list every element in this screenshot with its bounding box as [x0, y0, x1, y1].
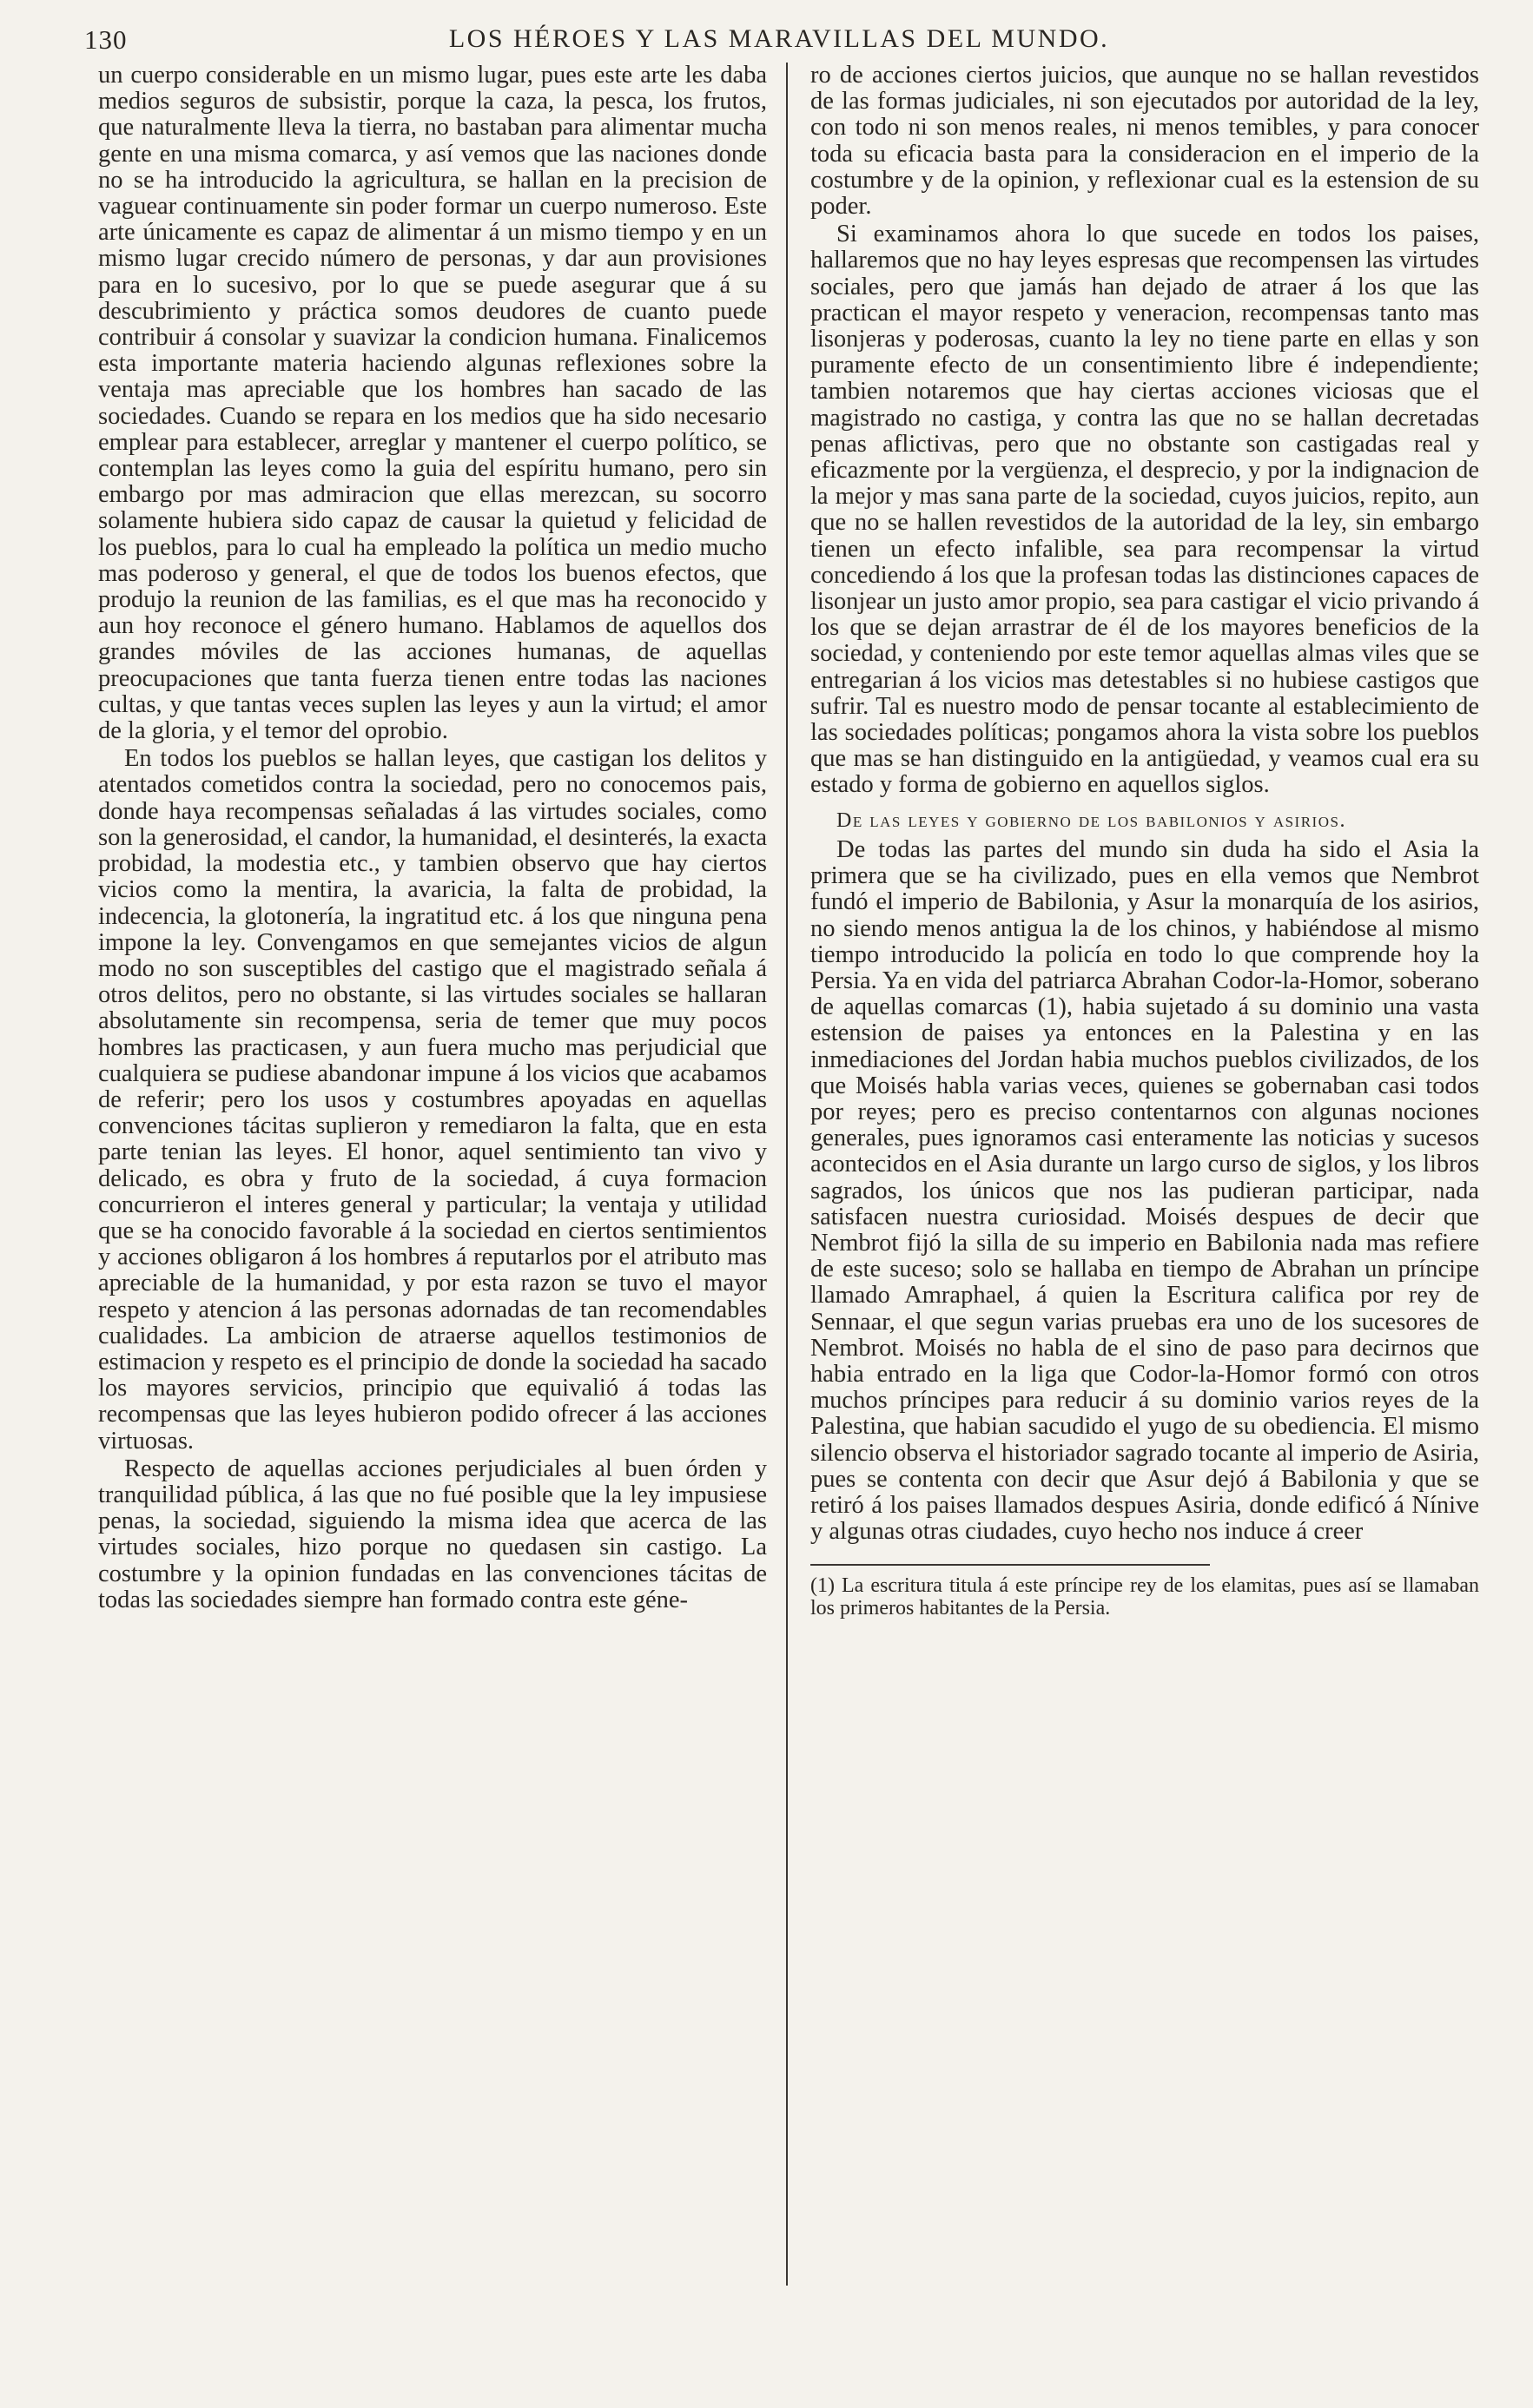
footnote: (1) La escritura titula á este príncipe rey de los elamitas, pues así se llamaban los primeros habitantes de la Persia.	[810, 1574, 1479, 1620]
paragraph: un cuerpo considerable en un mismo lugar, pues este arte les daba medios seguros de subsistir, porque la caza, la pesca, los frutos, que naturalmente lleva la tierra, no bastaban para alimentar mucha gente en una misma comarca, y así vemos que las naciones donde no se ha introducido la agricultura, se hallan en la precision de vaguear continuamente sin poder formar un cuerpo numeroso. Este arte únicamente es capaz de alimentar á un mismo tiempo y en un mismo lugar crecido número de personas, y dar aun provisiones para en lo sucesivo, por lo que se puede asegurar que á su descubrimiento y práctica somos deudores de cuanto puede contribuir á consolar y suavizar la condicion humana. Finalicemos esta importante materia haciendo algunas reflexiones sobre la ventaja mas apreciable que los hombres han sacado de las sociedades. Cuando se repara en los medios que ha sido necesario emplear para establecer, arreglar y mantener el cuerpo político, se contemplan las leyes como la guia del espíritu humano, pero sin embargo por mas admiracion que ellas merezcan, su socorro solamente hubiera sido capaz de causar la quietud y felicidad de los pueblos, para lo cual ha empleado la política un medio mucho mas poderoso y general, el que de todos los buenos efectos, que produjo la reunion de las familias, es el que mas ha reconocido y aun hoy reconoce el género humano. Hablamos de aquellos dos grandes móviles de las acciones humanas, de aquellas preocupaciones que tanta fuerza tienen entre todas las naciones cultas, y que tantas veces suplen las leyes y aun la virtud; el amor de la gloria, y el temor del oprobio.	[98, 62, 767, 745]
running-head: LOS HÉROES Y LAS MARAVILLAS DEL MUNDO.	[448, 24, 1110, 53]
paragraph: Respecto de aquellas acciones perjudiciales al buen órden y tranquilidad pública, á las que no fué posible que la ley impusiese penas, la sociedad, siguiendo la misma idea que acerca de las virtudes sociales, hizo porque no quedasen sin castigo. La costumbre y la opinion fundadas en las convenciones tácitas de todas las sociedades siempre han formado contra este géne-	[98, 1455, 767, 1613]
paragraph: ro de acciones ciertos juicios, que aunque no se hallan revestidos de las formas judiciales, ni son ejecutados por autoridad de la ley, con todo ni son menos reales, ni menos temibles, y para conocer toda su eficacia basta para la consideracion en el imperio de la costumbre y de la opinion, y reflexionar cual es la estension de su poder.	[810, 62, 1479, 221]
page-header	[84, 24, 1474, 59]
footnote-divider	[810, 1564, 1210, 1566]
paragraph: De todas las partes del mundo sin duda ha sido el Asia la primera que se ha civilizado, pues en ella vemos que Nembrot fundó el imperio de Babilonia, y Asur la monarquía de los asirios, no siendo menos antigua la de los chinos, y habiéndose al mismo tiempo introducido la policía en todo lo que comprende hoy la Persia. Ya en vida del patriarca Abrahan Codor-la-Homor, soberano de aquellas comarcas (1), habia sujetado á su dominio una vasta estension de paises ya entonces en la Palestina y en las inmediaciones del Jordan habia muchos pueblos civilizados, de los que Moisés habla varias veces, quienes se gobernaban casi todos por reyes; pero es preciso contentarnos con algunas nociones generales, pues ignoramos casi enteramente las noticias y sucesos acontecidos en el Asia durante un largo curso de siglos, y los libros sagrados, los únicos que nos las pudieran participar, nada satisfacen nuestra curiosidad. Moisés despues de decir que Nembrot fijó la silla de su imperio en Babilonia nada mas refiere de este suceso; solo se hallaba en tiempo de Abrahan un príncipe llamado Amraphael, á quien la Escritura califica por rey de Sennaar, el que segun varias pruebas era uno de los sucesores de Nembrot. Moisés no habla de el sino de paso para decirnos que habia entrado en la liga que Codor-la-Homor formó con otros muchos príncipes para reducir á su dominio varios reyes de la Palestina, que habian sacudido el yugo de su obediencia. El mismo silencio observa el historiador sagrado tocante al imperio de Asiria, pues se contenta con decir que Asur dejó á Babilonia y que se retiró á los paises llamados despues Asiria, donde edificó á Nínive y algunas otras ciudades, cuyo hecho nos induce á creer	[810, 835, 1479, 1546]
column-divider	[786, 63, 788, 2286]
paragraph: Si examinamos ahora lo que sucede en todos los paises, hallaremos que no hay leyes espresas que recompensen las virtudes sociales, pero que jamás han dejado de atraer á los que las practican el mayor respeto y veneracion, recompensas tanto mas lisonjeras y poderosas, cuanto la ley no tiene parte en ellas y son puramente efecto de un consentimiento libre é independiente; tambien notaremos que hay ciertas acciones viciosas que el magistrado no castiga, y contra las que no se hallan decretadas penas aflictivas, pero que no obstante son castigadas real y eficazmente por la vergüenza, el desprecio, y por la indignacion de la mejor y mas sana parte de la sociedad, cuyos juicios, repito, aun que no se hallen revestidos de la autoridad de la ley, sin embargo tienen un efecto infalible, sea para recompensar la virtud concediendo á los que la profesan todas las distinciones capaces de lisonjear un justo amor propio, sea para castigar el vicio privando á los que se dejan arrastrar de él de los mayores beneficios de la sociedad, y conteniendo por este temor aquellas almas viles que se entregarian á los vicios mas detestables si no hubiese castigos que sufrir. Tal es nuestro modo de pensar tocante al establecimiento de las sociedades políticas; pongamos ahora la vista sobre los pueblos que mas se han distinguido en la antigüedad, y veamos cual era su estado y forma de gobierno en aquellos siglos.	[810, 221, 1479, 799]
paragraph: En todos los pueblos se hallan leyes, que castigan los delitos y atentados cometidos contra la sociedad, pero no conocemos pais, donde haya recompensas señaladas á las virtudes sociales, como son la generosidad, el candor, la humanidad, el desinterés, la exacta probidad, la modestia etc., y tambien observo que hay ciertos vicios como la mentira, la avaricia, la falta de probidad, la indecencia, la glotonería, la ingratitud etc. á los que ninguna pena impone la ley. Convengamos en que semejantes vicios de algun modo no son susceptibles del castigo que el magistrado señala á otros delitos, pero no obstante, si las virtudes sociales se hallaran absolutamente sin recompensa, seria de temer que muy pocos hombres las practicasen, y aun fuera mucho mas perjudicial que cualquiera se pudiese abandonar impune á los vicios que acabamos de referir; pero los usos y costumbres apoyadas en aquellas convenciones tácitas suplieron y remediaron la falta, que en esta parte tenian las leyes. El honor, aquel sentimiento tan vivo y delicado, es obra y fruto de la sociedad, á cuya formacion concurrieron el interes general y particular; la ventaja y utilidad que se ha conocido favorable á la sociedad en ciertos sentimientos y acciones obligaron á los hombres á reputarlos por el atributo mas apreciable de la humanidad, y por esta razon se tuvo el mayor respeto y atencion á las personas adornadas de tan recomendables cualidades. La ambicion de atraerse aquellos testimonios de estimacion y respeto es el principio de donde la sociedad ha sacado los mayores servicios, principio que equivalió á todas las recompensas que las leyes hubieron podido ofrecer á las acciones virtuosas.	[98, 745, 767, 1455]
left-column	[98, 63, 767, 1615]
section-heading: De las leyes y gobierno de los babilonios y asirios.	[836, 808, 1346, 832]
page-number: 130	[84, 24, 128, 55]
right-column	[810, 63, 1479, 1621]
